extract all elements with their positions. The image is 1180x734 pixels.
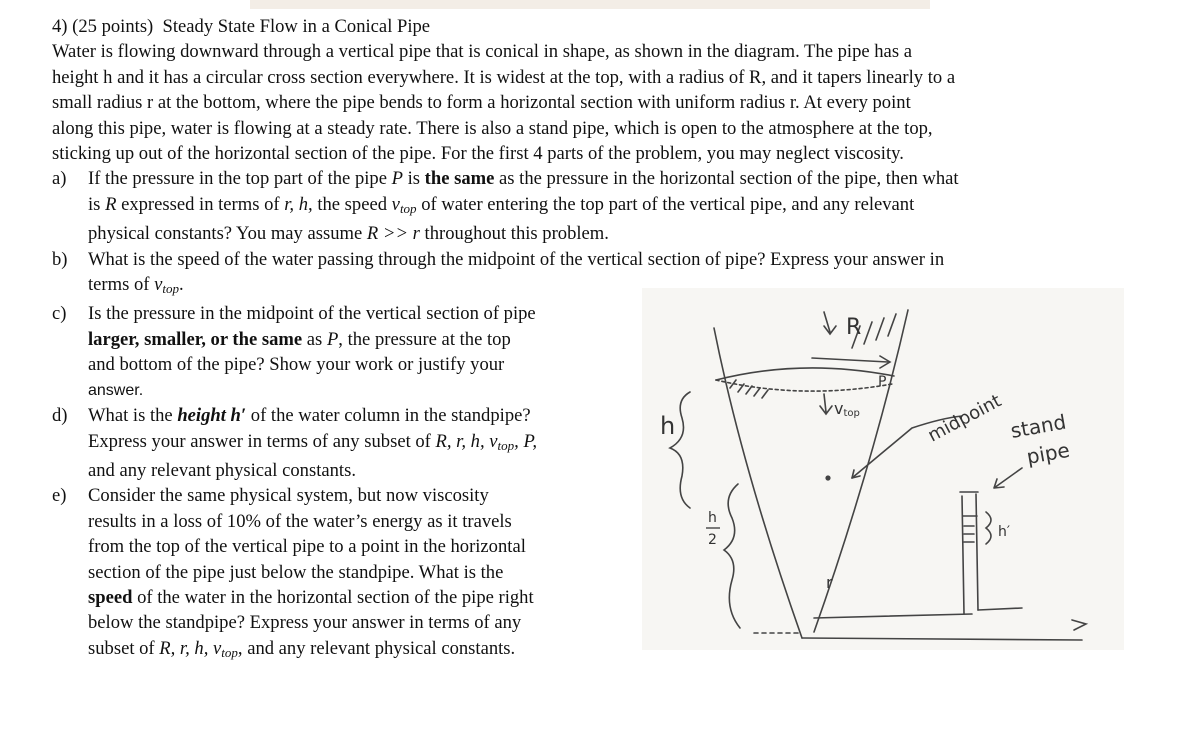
part-c-line-3: and bottom of the pipe? Show your work or justify your <box>88 354 505 376</box>
part-c-line-4: answer. <box>88 381 144 399</box>
part-a-line-1: If the pressure in the top part of the pipe P is the same as the pressure in the horizontal section of the pipe, then what <box>88 168 959 190</box>
part-a-line-2: is R expressed in terms of r, h, the speed $v_{top}$ of water entering the top part of the vertical pipe, and any relevant <box>88 193 915 216</box>
part-e-line-3: from the top of the vertical pipe to a point in the horizontal <box>88 536 526 558</box>
intro-line: Water is flowing downward through a vertical pipe that is conical in shape, as shown in the diagram. The pipe has a <box>52 41 912 63</box>
standpipe-arrow <box>994 468 1022 488</box>
problem-intro <box>52 39 1162 166</box>
label-R: R <box>846 315 862 340</box>
part-d-line-3: and any relevant physical constants. <box>88 459 356 481</box>
part-e-label: e) <box>52 485 67 507</box>
label-h: h <box>660 412 676 440</box>
intro-line: height h and it has a circular cross section everywhere. It is widest at the top, with a radius of R, and it tapers linearly to a <box>52 66 956 88</box>
part-d-line-1: What is the height h′ of the water column in the standpipe? <box>88 405 531 427</box>
cone-left-wall <box>714 328 802 638</box>
part-e-line-5: speed of the water in the horizontal section of the pipe right <box>88 586 534 608</box>
top-scan-edge <box>250 0 930 9</box>
part-b-line-2: terms of $v_{top}$. <box>88 274 184 297</box>
part-e-line-1: Consider the same physical system, but now viscosity <box>88 485 489 507</box>
part-d-line-2: Express your answer in terms of any subset of R, r, h, $v_{top}$, P, <box>88 430 538 453</box>
part-b-label: b) <box>52 248 68 270</box>
label-hprime: h′ <box>998 524 1011 540</box>
brace-h2 <box>724 484 740 628</box>
part-e-line-2: results in a loss of 10% of the water’s energy as it travels <box>88 510 512 532</box>
part-c-line-2: larger, smaller, or the same as P, the pressure at the top <box>88 328 511 350</box>
label-h2-den: 2 <box>708 532 717 548</box>
label-r: r <box>826 573 833 592</box>
part-a-label: a) <box>52 168 67 190</box>
radius-arrow <box>812 358 888 362</box>
intro-line: along this pipe, water is flowing at a steady rate. There is also a stand pipe, which is open to the atmosphere at the top, <box>52 117 933 139</box>
problem-heading: 4) (25 points) Steady State Flow in a Conical Pipe <box>52 16 431 37</box>
standpipe-right <box>976 494 978 610</box>
part-c-line-1: Is the pressure in the midpoint of the vertical section of pipe <box>88 303 536 325</box>
part-c-label: c) <box>52 303 67 325</box>
cone-top-rim <box>716 368 894 380</box>
label-vtop: vtop <box>834 399 860 419</box>
part-e-line-7: subset of R, r, h, $v_{top}$, and any relevant physical constants. <box>88 637 516 660</box>
label-midpoint: midpoint <box>924 390 1005 447</box>
label-pipe: pipe <box>1024 437 1072 469</box>
horizontal-pipe-bottom <box>802 638 1082 640</box>
part-a-line-3: physical constants? You may assume R >> r throughout this problem. <box>88 223 609 245</box>
standpipe-left <box>962 496 964 614</box>
label-P: P <box>878 374 887 390</box>
pipe-diagram <box>642 288 1124 650</box>
label-stand: stand <box>1008 409 1068 443</box>
part-e-line-6: below the standpipe? Express your answer in terms of any <box>88 612 522 634</box>
part-b-line-1: What is the speed of the water passing through the midpoint of the vertical section of pipe? Express your answer in <box>88 248 945 270</box>
part-e-line-4: section of the pipe just below the standpipe. What is the <box>88 561 504 583</box>
label-h2-num: h <box>708 510 717 526</box>
pipe-diagram-svg <box>642 288 1124 650</box>
part-d-label: d) <box>52 405 68 427</box>
intro-line: small radius r at the bottom, where the pipe bends to form a horizontal section with uniform radius r. At every point <box>52 92 911 114</box>
brace-h <box>670 392 690 508</box>
horizontal-pipe-top <box>814 614 972 618</box>
intro-line: sticking up out of the horizontal section of the pipe. For the first 4 parts of the problem, you may neglect viscosity. <box>52 143 904 165</box>
part-a <box>52 166 1162 246</box>
